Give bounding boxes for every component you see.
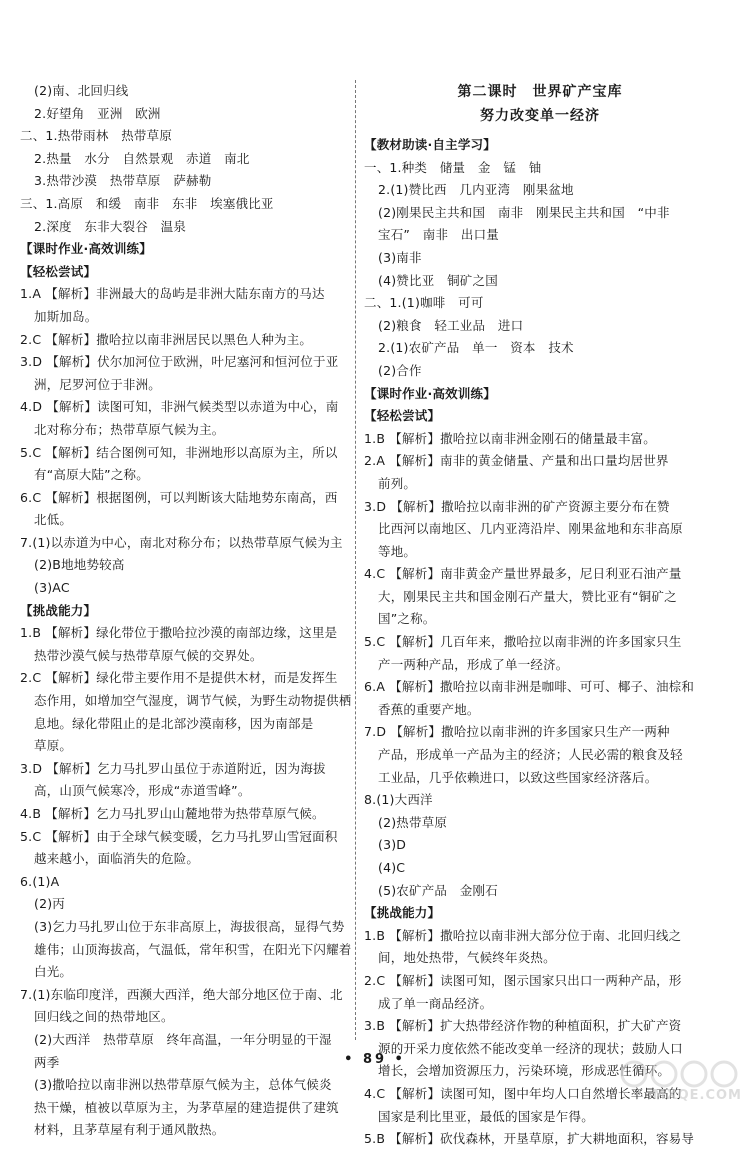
- answer-line: 8.(1)大西洋: [364, 792, 433, 808]
- answer-line: 等地。: [378, 543, 417, 559]
- answer-line: 1.B 【解析】绿化带位于撒哈拉沙漠的南部边缘，这里是: [20, 625, 338, 641]
- answer-line: (3)乞力马扎罗山位于东非高原上，海拔很高，显得气势: [34, 918, 345, 934]
- answer-line: 态作用，如增加空气湿度，调节气候，为野生动物提供栖: [34, 693, 352, 709]
- answer-line: (2)B地地势较高: [34, 557, 125, 573]
- answer-line: 3.B 【解析】扩大热带经济作物的种植面积，扩大矿产资: [364, 1018, 682, 1034]
- answer-line: 2.C 【解析】撒哈拉以南非洲居民以黑色人种为主。: [20, 331, 313, 347]
- section-heading: 【挑战能力】: [20, 602, 97, 618]
- answer-line: 成了单一商品经济。: [378, 995, 493, 1011]
- lesson-title: [364, 80, 716, 128]
- page-number: • 89 •: [344, 1052, 406, 1067]
- answer-line: (2)刚果民主共和国 南非 刚果民主共和国 “中非: [378, 204, 670, 220]
- answer-line: 1.A 【解析】非洲最大的岛屿是非洲大陆东南方的马达: [20, 286, 325, 302]
- answer-line: 二、1.(1)咖啡 可可: [364, 295, 484, 311]
- answer-line: (4)赞比亚 铜矿之国: [378, 272, 498, 288]
- answer-line: 香蕉的重要产地。: [378, 701, 480, 717]
- answer-line: 草原。: [34, 738, 73, 754]
- answer-line: 5.C 【解析】结合图例可知，非洲地形以高原为主，所以: [20, 444, 338, 460]
- answer-line: 二、1.热带雨林 热带草原: [20, 128, 173, 144]
- answer-line: (2)热带草原: [378, 814, 448, 830]
- answer-line: 加斯加岛。: [34, 308, 98, 324]
- section-heading: 【轻松尝试】: [364, 408, 441, 424]
- answer-line: (3)AC: [34, 580, 70, 596]
- column-divider: [355, 80, 356, 1040]
- answer-line: 有“高原大陆”之称。: [34, 467, 149, 483]
- answer-line: 7.D 【解析】撒哈拉以南非洲的许多国家只生产一两种: [364, 724, 670, 740]
- answer-line: (3)D: [378, 837, 407, 853]
- answer-line: 两季: [34, 1054, 60, 1070]
- answer-line: 雄伟；山顶海拔高，气温低，常年积雪，在阳光下闪耀着: [34, 941, 352, 957]
- answer-line: 国家是利比里亚，最低的国家是乍得。: [378, 1108, 594, 1124]
- answer-line: 三、1.高原 和缓 南非 东非 埃塞俄比亚: [20, 195, 274, 211]
- answer-line: 6.(1)A: [20, 873, 60, 889]
- answer-line: 3.热带沙漠 热带草原 萨赫勒: [34, 173, 212, 189]
- section-heading: 【教材助读·自主学习】: [364, 137, 496, 152]
- answer-line: (3)撒哈拉以南非洲以热带草原气候为主，总体气候炎: [34, 1077, 332, 1093]
- answer-line: (2)合作: [378, 362, 422, 378]
- answer-line: 回归线之间的热带地区。: [34, 1009, 174, 1025]
- answer-line: 国”之称。: [378, 611, 436, 627]
- answer-line: 3.D 【解析】撒哈拉以南非洲的矿产资源主要分布在赞: [364, 498, 670, 514]
- answer-line: 增长，会增加资源压力，污染环境，形成恶性循环。: [378, 1063, 671, 1079]
- answer-line: 2.热量 水分 自然景观 赤道 南北: [34, 150, 250, 166]
- answer-line: 热带沙漠气候与热带草原气候的交界处。: [34, 647, 263, 663]
- section-heading: 【课时作业·高效训练】: [20, 241, 152, 257]
- answer-line: 比西河以南地区、几内亚湾沿岸、刚果盆地和东非高原: [378, 521, 683, 537]
- answer-line: 产一两种产品，形成了单一经济。: [378, 656, 569, 672]
- answer-line: 2.好望角 亚洲 欧洲: [34, 105, 161, 121]
- lesson-title-line-2: 努力改变单一经济: [480, 108, 600, 124]
- answer-line: 北对称分布；热带草原气候为主。: [34, 421, 225, 437]
- answer-line: 2.C 【解析】绿化带主要作用不是提供木材，而是发挥生: [20, 670, 338, 686]
- answer-line: (2)南、北回归线: [34, 83, 129, 98]
- answer-line: 源的开采力度依然不能改变单一经济的现状；鼓励人口: [378, 1040, 683, 1056]
- right-column-lines: [364, 134, 716, 1151]
- answer-line: 2.深度 东非大裂谷 温泉: [34, 218, 187, 234]
- lesson-title-line-1: 第二课时 世界矿产宝库: [457, 84, 623, 100]
- answer-line: 息地。绿化带阻止的是北部沙漠南移，因为南部是: [34, 715, 314, 731]
- answer-line: 4.D 【解析】读图可知，非洲气候类型以赤道为中心，南: [20, 399, 339, 415]
- answer-line: 2.(1)农矿产品 单一 资本 技术: [378, 340, 574, 356]
- answer-line: 工业品，几乎依赖进口，以致这些国家经济落后。: [378, 769, 658, 785]
- answer-line: 越来越小，面临消失的危险。: [34, 851, 200, 867]
- answer-line: 宝石” 南非 出口量: [378, 227, 499, 243]
- answer-line: 一、1.种类 储量 金 锰 铀: [364, 159, 542, 175]
- answer-line: 1.B 【解析】撒哈拉以南非洲大部分位于南、北回归线之: [364, 927, 682, 943]
- answer-line: (3)南非: [378, 249, 422, 265]
- answer-line: 高，山顶气候寒冷，形成“赤道雪峰”。: [34, 783, 251, 799]
- section-heading: 【挑战能力】: [364, 905, 441, 921]
- answer-line: 洲，尼罗河位于非洲。: [34, 376, 162, 392]
- answer-line: 5.C 【解析】几百年来，撒哈拉以南非洲的许多国家只生: [364, 634, 682, 650]
- answer-line: 热干燥，植被以草原为主，为茅草屋的建造提供了建筑: [34, 1099, 339, 1115]
- section-heading: 【课时作业·高效训练】: [364, 385, 496, 401]
- watermark-logo: [614, 1059, 742, 1103]
- answer-line: 北低。: [34, 512, 73, 528]
- answer-line: (2)丙: [34, 896, 66, 912]
- answer-line: 3.D 【解析】伏尔加河位于欧洲，叶尼塞河和恒河位于亚: [20, 354, 339, 370]
- answer-line: (5)农矿产品 金刚石: [378, 882, 498, 898]
- answer-line: 产品，形成单一产品为主的经济；人民必需的粮食及轻: [378, 747, 683, 763]
- answer-line: 白光。: [34, 964, 73, 980]
- answer-line: 前列。: [378, 475, 417, 491]
- answer-line: 材料，且茅草屋有利于通风散热。: [34, 1122, 225, 1138]
- answer-line: (2)粮食 轻工业品 进口: [378, 317, 524, 333]
- answer-line: 7.(1)以赤道为中心，南北对称分布；以热带草原气候为主: [20, 534, 343, 550]
- answer-line: 4.C 【解析】读图可知，图中年均人口自然增长率最高的: [364, 1085, 682, 1101]
- answer-line: 6.C 【解析】根据图例，可以判断该大陆地势东南高，西: [20, 489, 338, 505]
- answer-line: 3.D 【解析】乞力马扎罗山虽位于赤道附近，因为海拔: [20, 760, 326, 776]
- answer-line: 大，刚果民主共和国金刚石产量大，赞比亚有“铜矿之: [378, 588, 677, 604]
- answer-line: 1.B 【解析】撒哈拉以南非洲金刚石的储量最丰富。: [364, 430, 656, 446]
- answer-line: 4.C 【解析】南非黄金产量世界最多，尼日利亚石油产量: [364, 566, 682, 582]
- answer-line: 6.A 【解析】撒哈拉以南非洲是咖啡、可可、椰子、油棕和: [364, 679, 695, 695]
- watermark-text: MXQE.COM: [652, 1088, 742, 1103]
- watermark-icon: [614, 1059, 742, 1089]
- answer-line: 间，地处热带，气候终年炎热。: [378, 950, 556, 966]
- answer-line: 2.C 【解析】读图可知，图示国家只出口一两种产品，形: [364, 972, 682, 988]
- answer-line: 5.C 【解析】由于全球气候变暖，乞力马扎罗山雪冠面积: [20, 828, 338, 844]
- left-column: [20, 80, 355, 1142]
- answer-line: (2)大西洋 热带草原 终年高温，一年分明显的干湿: [34, 1031, 332, 1047]
- answer-line: 5.B 【解析】砍伐森林，开垦草原，扩大耕地面积，容易导: [364, 1131, 695, 1147]
- answer-line: 4.B 【解析】乞力马扎罗山山麓地带为热带草原气候。: [20, 806, 325, 821]
- section-heading: 【轻松尝试】: [20, 263, 97, 279]
- answer-line: 7.(1)东临印度洋，西濒大西洋，绝大部分地区位于南、北: [20, 986, 343, 1002]
- answer-line: (4)C: [378, 860, 406, 875]
- answer-line: 2.(1)赞比西 几内亚湾 刚果盆地: [378, 182, 574, 198]
- answer-line: 2.A 【解析】南非的黄金储量、产量和出口量均居世界: [364, 453, 669, 469]
- right-column: [364, 80, 716, 1151]
